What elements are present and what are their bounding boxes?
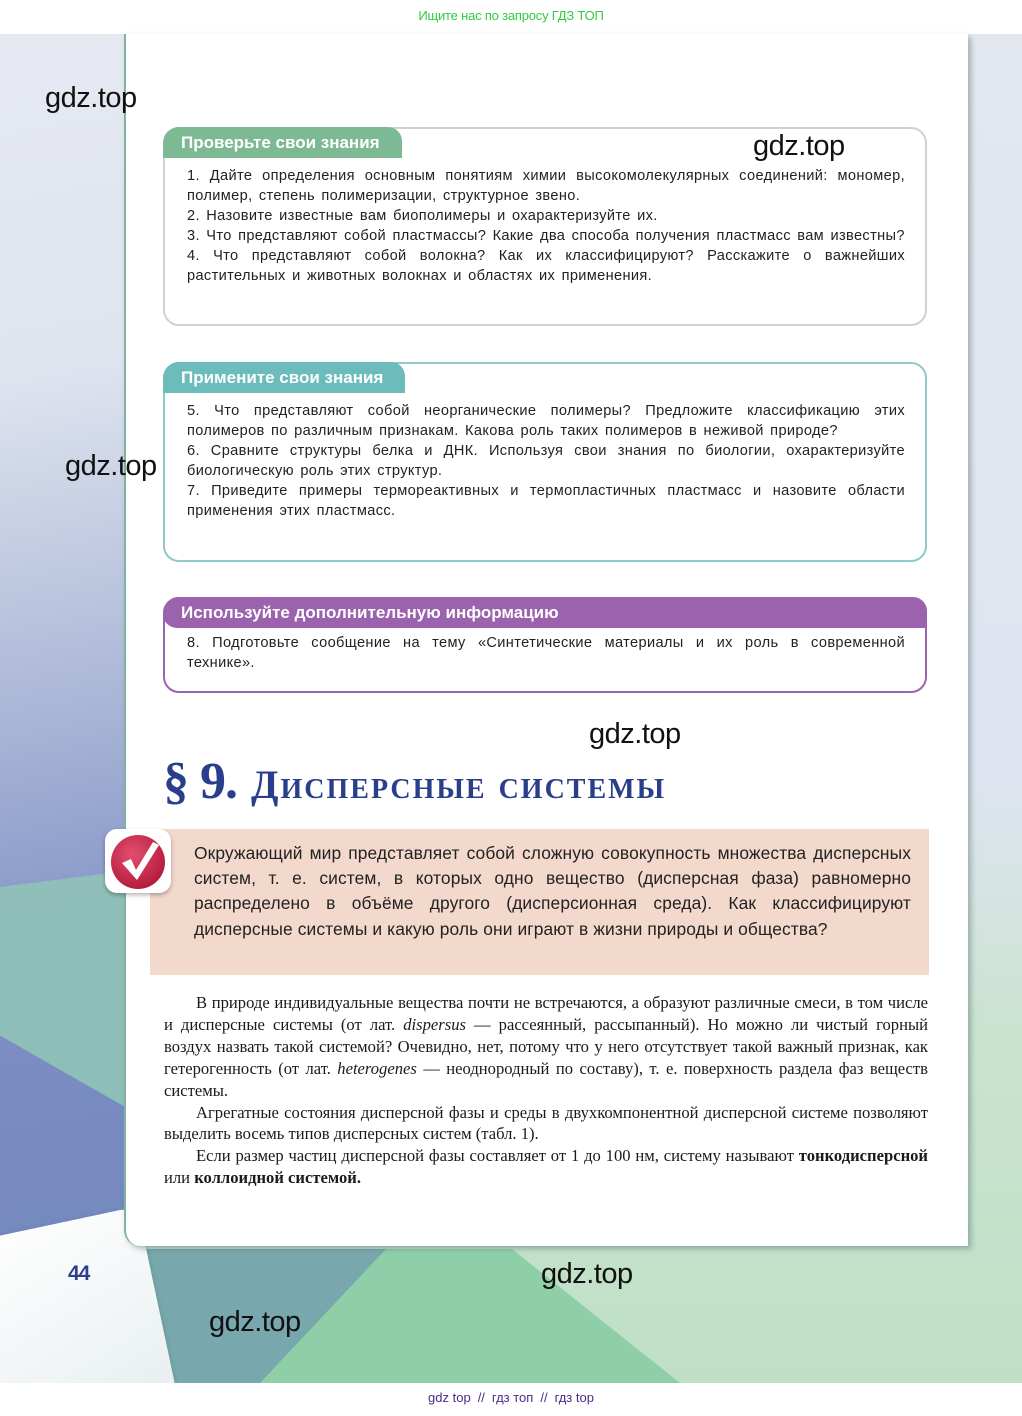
apply-knowledge-title: Примените свои знания [163,362,405,393]
watermark: gdz.top [589,718,681,750]
key-term: тонкодисперсной [798,1146,928,1166]
top-banner [0,0,1022,34]
paragraph-2: Агрегатные состояния дисперсной фазы и среды в двухкомпонентной дисперсной системе позволяют выделить восемь типов дисперсных систем (табл. 1). [164,1102,928,1144]
footer-link[interactable]: гдз top [554,1390,594,1405]
section-heading [163,752,666,811]
apply-knowledge-list [165,393,925,535]
watermark: gdz.top [45,82,137,114]
footer-link[interactable]: gdz top [428,1390,471,1405]
latin-term: dispersus [403,1014,466,1034]
question-item: 6. Сравните структуры белка и ДНК. Используя свои знания по биологии, охарактеризуйте биологическую роль этих структур. [187,443,905,479]
question-item: 2. Назовите известные вам биополимеры и охарактеризуйте их. [187,208,658,224]
search-hint-text: Ищите нас по запросу ГДЗ ТОП [418,8,604,23]
footer-link[interactable]: гдз топ [491,1390,534,1405]
background-left-gradient [0,34,130,1383]
watermark: gdz.top [753,130,845,162]
extra-info-list [165,628,925,687]
question-item: 5. Что представляют собой неорганические полимеры? Предложите классификацию этих полимеров по различным признакам. Какова роль таких полимеров в неживой природе? [187,403,905,439]
question-item: 1. Дайте определения основным понятиям химии высокомолекулярных соединений: мономер, полимер, степень полимеризации, структурное звено. [187,168,905,204]
latin-term: heterogenes [337,1058,417,1078]
question-item: 3. Что представляют собой пластмассы? Какие два способа получения пластмасс вам известны? [187,228,905,244]
extra-info-title: Используйте дополнительную информацию [163,597,927,628]
question-item: 8. Подготовьте сообщение на тему «Синтетические материалы и их роль в современной технике». [187,635,905,671]
check-knowledge-title: Проверьте свои знания [163,127,402,158]
watermark: gdz.top [541,1258,633,1290]
extra-info-box [163,597,927,693]
checkmark-icon [105,829,171,893]
check-knowledge-list [165,158,925,300]
paragraph-3: Если размер частиц дисперсной фазы составляет от 1 до 100 нм, систему называют тонкодисперсной или коллоидной системой. [164,1146,928,1188]
section-title: Дисперсные системы [251,762,667,807]
section-number: § 9. [163,753,237,810]
page-number: 44 [68,1262,90,1285]
question-item: 7. Приведите примеры термореактивных и термопластичных пластмасс и назовите области применения этих пластмасс. [187,483,905,519]
body-text [164,992,928,1189]
intro-text: Окружающий мир представляет собой сложную совокупность множества дисперсных систем, т. е. систем, в которых одно вещество (дисперсная фаза) равномерно распределено в объёме другого (дисперсионная среда). Как классифицируют дисперсные системы и какую роль они играют в жизни природы и общества? [194,843,911,939]
key-term: коллоидной системой [194,1168,357,1188]
watermark: gdz.top [209,1306,301,1338]
paragraph-1: В природе индивидуальные вещества почти не встречаются, а образуют различные смеси, в том числе и дисперсные системы (от лат. dispersus — рассеянный, рассыпанный). Но можно ли чистый горный воздух назвать такой системой? Очевидно, нет, потому что у него отсутствует такой важный признак, как гетерогенность (от лат. heterogenes — неоднородный по составу), т. е. поверхность раздела фаз веществ системы. [164,993,928,1100]
apply-knowledge-box [163,362,927,562]
intro-box [150,829,929,975]
bottom-banner: gdz top // гдз топ // гдз top [0,1383,1022,1416]
question-item: 4. Что представляют собой волокна? Как их классифицируют? Расскажите о важнейших растительных и животных волокнах и областях их применения. [187,248,905,284]
watermark: gdz.top [65,450,157,482]
